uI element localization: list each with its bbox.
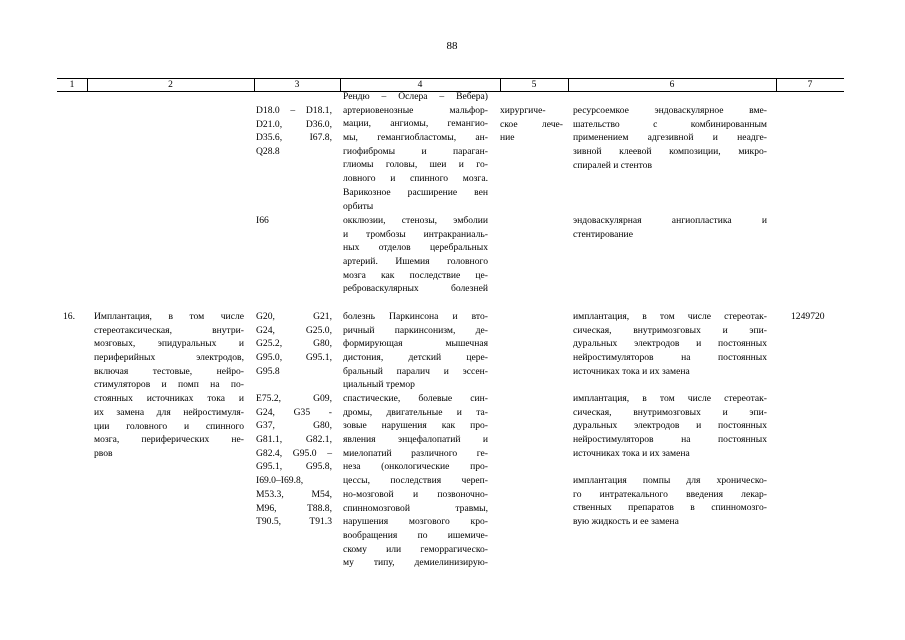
text-line: ричный паркинсонизм, де- — [343, 324, 488, 336]
text-line: ловного и спинного мозга. — [343, 173, 488, 185]
text-line: вую жидкость и ее замена — [573, 516, 679, 528]
text-line: болезнь Паркинсона и вто- — [343, 311, 488, 322]
text-line: G82.4, G95.0 – — [256, 447, 332, 459]
text-line: G24, G25.0, — [256, 324, 332, 336]
row16-price: 1249720 — [791, 311, 825, 322]
text-line: гиофибромы и параган- — [343, 145, 488, 157]
text-line: орбиты — [343, 200, 374, 212]
row16-col4-b — [343, 392, 488, 570]
text-line: миелопатий различного ге- — [343, 447, 488, 459]
text-line: дистония, детский цере- — [343, 352, 488, 364]
text-line: G95.1, G95.8, — [256, 461, 332, 473]
text-line: рвов — [94, 447, 113, 459]
text-line: спиралей и стентов — [573, 159, 653, 171]
text-line: стимуляторов и помп на по- — [94, 379, 244, 391]
text-line: вообращения по ишемиче- — [343, 529, 488, 541]
text-line: дромы, двигательные и та- — [343, 406, 488, 418]
text-line: циальный тремор — [343, 379, 415, 391]
text-line: стентирование — [573, 228, 633, 240]
text-line: I69.0–I69.8, — [256, 475, 304, 487]
text-line: G95.0, G95.1, — [256, 352, 332, 364]
text-line: применением адгезивной и неадге- — [573, 132, 767, 144]
text-line: неза (онкологические про- — [343, 461, 488, 473]
text-line: формирующая мышечная — [343, 338, 488, 350]
text-line: хирургиче- — [500, 105, 546, 116]
text-line: мации, ангиомы, гемангио- — [343, 118, 488, 130]
text-line: Q28.8 — [256, 146, 280, 158]
row16-col6-a — [573, 310, 767, 378]
text-line: дуральных электродов и постоянных — [573, 338, 767, 350]
text-line: источниках тока и их замена — [573, 365, 690, 377]
text-line: го интратекального введения лекар- — [573, 488, 767, 500]
row16-col4-a — [343, 310, 488, 392]
text-line: стереотаксическая, внутри- — [94, 324, 244, 336]
text-line: нейростимуляторов на постоянных — [573, 352, 767, 364]
text-line: но-мозговой и позвоночно- — [343, 488, 488, 500]
header-col-2: 2 — [168, 80, 173, 90]
i66-code: I66 — [256, 215, 269, 226]
text-line: спинномозговой травмы, — [343, 502, 488, 514]
text-line: M53.3, M54, — [256, 488, 332, 500]
header-col-6: 6 — [669, 80, 675, 90]
row16-codes-b — [256, 392, 332, 529]
text-line: D18.0 – D18.1, — [256, 105, 332, 116]
text-line: G24, G35 - — [256, 406, 332, 418]
text-line: мозговых, эпидуральных и — [94, 338, 244, 350]
top-col4-text — [343, 90, 488, 213]
text-line: дуральных электродов и постоянных — [573, 420, 767, 432]
text-line: шательство с комбинированным — [573, 118, 767, 130]
text-line: G25.2, G80, — [256, 338, 332, 350]
text-line: G37, G80, — [256, 420, 332, 432]
i66-col4-text — [343, 214, 488, 296]
text-line: мы, гемангиобластомы, ан- — [343, 132, 488, 144]
text-line: G95.8 — [256, 365, 280, 377]
text-line: M96, T88.8, — [256, 502, 332, 514]
text-line: мозга как последствие це- — [343, 269, 488, 281]
text-line: ресурсоемкое эндоваскулярное вме- — [573, 105, 767, 116]
header-col-1: 1 — [69, 80, 75, 90]
header-col-4: 4 — [417, 80, 423, 90]
row16-col6-c — [573, 474, 767, 529]
top-col3-codes — [256, 104, 332, 159]
text-line: ское лече- — [500, 118, 563, 130]
text-line: артерий. Ишемия головного — [343, 256, 488, 268]
text-line: мозга, периферических не- — [94, 434, 244, 446]
text-line: нарушения мозгового кро- — [343, 516, 488, 528]
text-line: стоянных источниках тока и — [94, 393, 244, 405]
text-line: му типу, демиелинизирую- — [343, 557, 488, 569]
row16-codes-a — [256, 310, 332, 378]
text-line: цессы, последствия череп- — [343, 475, 488, 487]
text-line: Имплантация, в том числе — [94, 311, 244, 322]
text-line: D21.0, D36.0, — [256, 118, 332, 130]
text-line: включая тестовые, нейро- — [94, 365, 244, 377]
text-line: G20, G21, — [256, 311, 332, 322]
text-line: ции головного и спинного — [94, 420, 244, 432]
text-line: явления энцефалопатий и — [343, 434, 488, 446]
text-line: нейростимуляторов на постоянных — [573, 434, 767, 446]
text-line: спастические, болевые син- — [343, 393, 488, 404]
text-line: ние — [500, 132, 515, 144]
text-line: сическая, внутримозговых и эпи- — [573, 324, 767, 336]
header-col-5: 5 — [531, 80, 537, 90]
row16-number: 16. — [63, 311, 75, 322]
text-line: имплантация помпы для хроническо- — [573, 475, 767, 486]
text-line: глиомы головы, шеи и го- — [343, 159, 488, 171]
page-number: 88 — [446, 40, 458, 52]
text-line: T90.5, T91.3 — [256, 516, 332, 528]
text-line: зивной клеевой композиции, микро- — [573, 146, 767, 158]
text-line: и тромбозы интракраниаль- — [343, 228, 488, 240]
text-line: зовые нарушения как про- — [343, 420, 488, 432]
text-line: сическая, внутримозговых и эпи- — [573, 406, 767, 418]
text-line: ных отделов церебральных — [343, 242, 488, 254]
text-line: E75.2, G09, — [256, 393, 332, 404]
text-line: G81.1, G82.1, — [256, 434, 332, 446]
text-line: эндоваскулярная ангиопластика и — [573, 215, 767, 226]
row16-col6-b — [573, 392, 767, 460]
text-line: окклюзии, стенозы, эмболии — [343, 215, 488, 226]
text-line: имплантация, в том числе стереотак- — [573, 311, 767, 322]
text-line: их замена для нейростимуля- — [94, 406, 244, 418]
text-line: скому или геморрагическо- — [343, 543, 488, 555]
text-line: ственных препаратов в спинномозго- — [573, 502, 767, 514]
top-col5-text — [500, 104, 563, 145]
header-col-7: 7 — [807, 80, 813, 90]
text-line: артериовенозные мальфор- — [343, 104, 488, 116]
text-line: Рендю – Ослера – Вебера) — [343, 91, 488, 102]
header-col-3: 3 — [294, 80, 300, 90]
i66-col6-text — [573, 214, 767, 241]
text-line: бральный паралич и эссен- — [343, 365, 488, 377]
text-line: имплантация, в том числе стереотак- — [573, 393, 767, 404]
text-line: источниках тока и их замена — [573, 447, 690, 459]
text-line: Варикозное расширение вен — [343, 186, 488, 198]
text-line: периферийных электродов, — [94, 352, 244, 364]
row16-col2-text — [94, 310, 244, 461]
top-col6-text — [573, 104, 767, 172]
text-line: реброваскулярных болезней — [343, 283, 488, 295]
text-line: D35.6, I67.8, — [256, 132, 332, 144]
